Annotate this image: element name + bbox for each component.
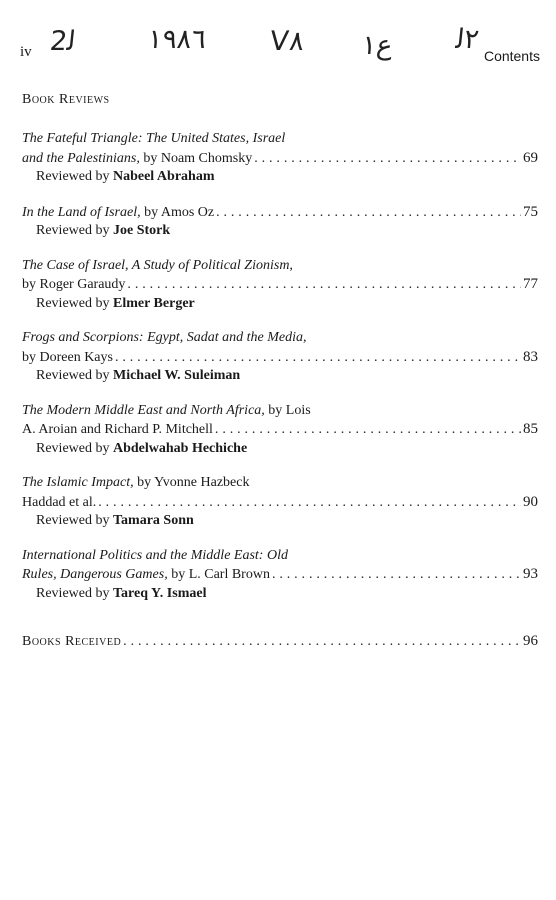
dot-leader	[127, 276, 521, 295]
handwritten-annotation: V٨	[268, 26, 306, 57]
book-author: Haddad et al.	[22, 494, 97, 510]
review-entry	[22, 474, 538, 531]
book-author: A. Aroian and Richard P. Mitchell	[22, 422, 213, 437]
book-author: by Roger Garaudy	[22, 277, 126, 292]
book-title: The Modern Middle East and North Africa,	[22, 402, 265, 418]
page-ref: 96	[523, 633, 538, 649]
page-ref: 90	[523, 493, 538, 510]
book-title: The Islamic Impact,	[22, 475, 134, 490]
review-entry	[22, 257, 538, 314]
dot-leader	[123, 634, 521, 650]
book-author: by Lois	[268, 402, 311, 418]
book-title: In the Land of Israel,	[22, 204, 141, 220]
page-ref: 75	[523, 203, 538, 220]
book-title: The Case of Israel, A Study of Political Zionism,	[22, 257, 293, 273]
handwritten-annotation: ٢ﻟ	[454, 24, 481, 55]
reviewed-by-label: Reviewed by	[36, 440, 110, 456]
dot-leader	[216, 204, 521, 223]
review-entry	[22, 130, 538, 187]
books-received-label: Books Received	[22, 634, 122, 649]
review-list	[22, 130, 538, 619]
page-header	[0, 0, 556, 80]
book-title: International Politics and the Middle East: Old	[22, 547, 288, 563]
dot-leader	[254, 150, 521, 169]
reviewer-name: Tamara Sonn	[112, 513, 194, 528]
reviewer-name: Nabeel Abraham	[112, 169, 215, 184]
dot-leader	[215, 421, 521, 440]
review-entry	[22, 203, 538, 241]
page-ref: 69	[523, 149, 538, 166]
dot-leader	[98, 494, 521, 513]
page-number: iv	[20, 44, 32, 60]
reviewer-name: Michael W. Suleiman	[112, 368, 241, 383]
review-entry	[22, 547, 538, 604]
page-ref: 93	[523, 566, 538, 582]
book-title: Rules, Dangerous Games,	[22, 567, 168, 582]
handwritten-annotation: 2ﻟ	[48, 26, 78, 57]
book-title: and the Palestinians,	[22, 150, 140, 166]
dot-leader	[272, 566, 521, 585]
reviewer-name: Joe Stork	[112, 223, 171, 238]
reviewer-name: Elmer Berger	[112, 295, 195, 311]
book-author: by Amos Oz	[144, 204, 215, 220]
reviewed-by-label: Reviewed by	[36, 368, 110, 383]
page-ref: 77	[523, 276, 538, 292]
book-title: The Fateful Triangle: The United States, Israel	[22, 131, 286, 146]
page-ref: 85	[523, 421, 538, 437]
reviewer-name: Tareq Y. Ismael	[112, 585, 207, 601]
book-author: by Noam Chomsky	[143, 150, 253, 166]
handwritten-annotation: ﻉ١	[360, 30, 395, 61]
reviewed-by-label: Reviewed by	[36, 295, 110, 311]
running-head: Contents	[483, 48, 540, 64]
review-entry	[22, 402, 538, 459]
book-author: by Doreen Kays	[22, 349, 113, 365]
book-title: Frogs and Scorpions: Egypt, Sadat and the Media,	[22, 330, 307, 345]
book-author: by Yvonne Hazbeck	[137, 475, 250, 490]
reviewed-by-label: Reviewed by	[36, 513, 110, 528]
book-author: by L. Carl Brown	[171, 567, 270, 582]
section-title: Book Reviews	[22, 92, 110, 107]
books-received-entry	[22, 633, 538, 650]
reviewed-by-label: Reviewed by	[36, 169, 110, 184]
page-ref: 83	[523, 348, 538, 365]
reviewed-by-label: Reviewed by	[36, 223, 110, 238]
dot-leader	[115, 349, 521, 368]
review-entry	[22, 329, 538, 386]
handwritten-annotation: ١٩٨٦	[146, 24, 208, 55]
reviewed-by-label: Reviewed by	[36, 585, 110, 601]
reviewer-name: Abdelwahab Hechiche	[112, 440, 248, 456]
